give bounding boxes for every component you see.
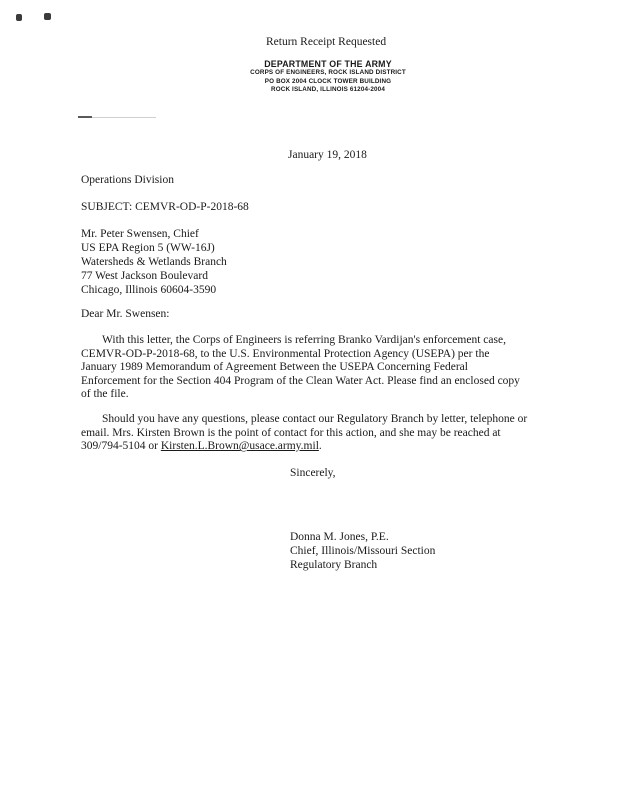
paragraph-line: January 1989 Memorandum of Agreement Between the USEPA Concerning Federal xyxy=(81,361,468,374)
paragraph-line: Should you have any questions, please contact our Regulatory Branch by letter, telephone or xyxy=(102,413,528,425)
addressee-line: Chicago, Illinois 60604-3590 xyxy=(81,283,217,296)
letterhead xyxy=(220,59,436,95)
closing: Sincerely, xyxy=(290,467,336,479)
salutation: Dear Mr. Swensen: xyxy=(81,308,170,320)
addressee-line: US EPA Region 5 (WW-16J) xyxy=(81,241,215,254)
letter-date: January 19, 2018 xyxy=(288,149,367,161)
sentence-end: . xyxy=(318,440,322,453)
paragraph-line: email. Mrs. Kirsten Brown is the point of contact for this action, and she may be reached at xyxy=(81,426,501,439)
signer-branch: Regulatory Branch xyxy=(290,558,378,571)
letterhead-line: ROCK ISLAND, ILLINOIS 61204-2004 xyxy=(271,86,385,93)
body-paragraph-1 xyxy=(81,334,520,402)
letterhead-department: DEPARTMENT OF THE ARMY xyxy=(264,59,392,69)
addressee-line: Watersheds & Wetlands Branch xyxy=(81,255,227,268)
body-paragraph-2 xyxy=(81,413,528,454)
subject-line: SUBJECT: CEMVR-OD-P-2018-68 xyxy=(81,201,249,213)
return-receipt-note: Return Receipt Requested xyxy=(266,36,387,48)
scan-dash xyxy=(78,117,156,118)
signer-title: Chief, Illinois/Missouri Section xyxy=(290,544,436,557)
addressee-line: Mr. Peter Swensen, Chief xyxy=(81,228,199,240)
scan-mark xyxy=(44,13,51,20)
contact-email-link[interactable]: Kirsten.L.Brown@usace.army.mil xyxy=(160,440,319,453)
paragraph-line xyxy=(81,440,509,454)
letterhead-line: CORPS OF ENGINEERS, ROCK ISLAND DISTRICT xyxy=(250,69,406,76)
signature-block xyxy=(290,531,435,573)
office-division: Operations Division xyxy=(81,174,174,186)
paragraph-line: With this letter, the Corps of Engineers is referring Branko Vardijan's enforcement case, xyxy=(102,334,506,346)
scan-mark xyxy=(16,14,22,21)
phone-text: 309/794-5104 or xyxy=(81,440,161,453)
paragraph-line: of the file. xyxy=(81,388,129,401)
paragraph-line: CEMVR-OD-P-2018-68, to the U.S. Environmental Protection Agency (USEPA) per the xyxy=(81,347,490,360)
signer-name: Donna M. Jones, P.E. xyxy=(290,531,389,543)
letterhead-line: PO BOX 2004 CLOCK TOWER BUILDING xyxy=(264,77,392,85)
addressee-block xyxy=(81,228,227,297)
addressee-line: 77 West Jackson Boulevard xyxy=(81,269,208,282)
paragraph-line: Enforcement for the Section 404 Program of the Clean Water Act. Please find an enclosed copy xyxy=(81,374,520,387)
